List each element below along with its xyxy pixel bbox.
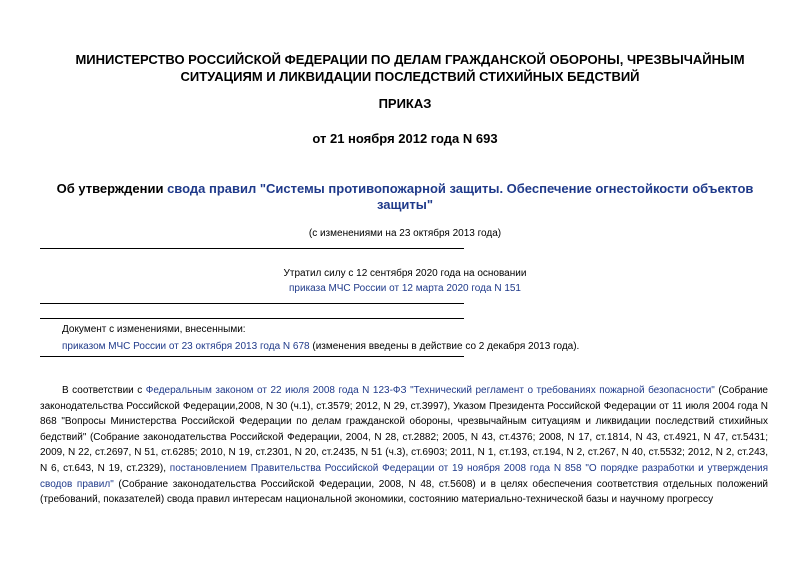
ministry-line-1: МИНИСТЕРСТВО РОССИЙСКОЙ ФЕДЕРАЦИИ ПО ДЕЛАМ ГРАЖДАНСКОЙ ОБОРОНЫ, ЧРЕЗВЫЧАЙНЫМ bbox=[75, 52, 745, 67]
changes-suffix: (изменения введены в действие со 2 декабря 2013 года). bbox=[309, 341, 580, 352]
government-decree-link[interactable]: постановлением Правительства Российской Федерации от 19 ноября 2008 года N 858 "О порядке разработки и утверждения сводов правил" bbox=[40, 462, 769, 490]
amended-note: (с изменениями на 23 октября 2013 года) bbox=[308, 228, 502, 239]
divider bbox=[40, 303, 464, 304]
preamble-paragraph bbox=[40, 383, 768, 508]
divider bbox=[40, 356, 464, 357]
expired-link[interactable]: приказа МЧС России от 12 марта 2020 года N 151 bbox=[289, 283, 521, 294]
ministry-line-2: СИТУАЦИЯМ И ЛИКВИДАЦИИ ПОСЛЕДСТВИЙ СТИХИЙНЫХ БЕДСТВИЙ bbox=[180, 69, 640, 84]
preamble-text-2: (Собрание законодательства Российской Федерации,2008, N 30 (ч.1), ст.3579; 2012, N 29, ст.3997), Указом Президента Российской Федерации от 11 июля 2004 года N 868 "Вопросы Министерства Российской Федерации по делам гражданской обороны, чрезвычайным ситуациям и ликвидации последствий стихийных бедствий" (Собрание законодательства Российской Федерации, 2004, N 28, ст.2882; 2005, N 43, ст.4376; 2008, N 17, ст.1814, N 43, ст.4921, N 47, ст.5431; 2009, N 22, ст.2697, N 51, ст.6285; 2010, N 19, ст.2301, N 20, ст.2435, N 51 (ч.3), ст.6903; 2011, N 1, ст.193, ст.194, N 2, ст.267, N 40, ст.5532; 2012, N 2, ст.243, N 6, ст.643, N 19, ст.2329), bbox=[40, 385, 768, 474]
changes-line bbox=[62, 339, 772, 354]
order-date: от 21 ноября 2012 года N 693 bbox=[312, 131, 498, 146]
document-subject bbox=[40, 181, 770, 213]
divider bbox=[40, 248, 464, 249]
changes-link[interactable]: приказом МЧС России от 23 октября 2013 года N 678 bbox=[62, 341, 310, 352]
divider bbox=[40, 318, 464, 319]
subject-link[interactable]: свода правил "Системы противопожарной защиты. Обеспечение огнестойкости объектов защиты" bbox=[167, 181, 754, 212]
changes-intro: Документ с изменениями, внесенными: bbox=[62, 324, 246, 335]
expired-text: Утратил силу с 12 сентября 2020 года на основании bbox=[283, 268, 527, 279]
preamble-text-3: (Собрание законодательства Российской Федерации, 2008, N 48, ст.5608) и в целях обеспечения соответствия отдельных положений (требований, показателей) свода правил интересам национальной экономики, состоянию материально-технической базы и научному прогрессу bbox=[40, 478, 768, 506]
order-title: ПРИКАЗ bbox=[378, 96, 432, 111]
subject-prefix: Об утверждении bbox=[56, 181, 168, 196]
ministry-header bbox=[40, 51, 780, 85]
federal-law-link[interactable]: Федеральным законом от 22 июля 2008 года N 123-ФЗ "Технический регламент о требованиях пожарной безопасности" bbox=[145, 385, 715, 396]
expired-notice bbox=[40, 266, 770, 296]
preamble-text-1: В соответствии с bbox=[62, 385, 146, 396]
